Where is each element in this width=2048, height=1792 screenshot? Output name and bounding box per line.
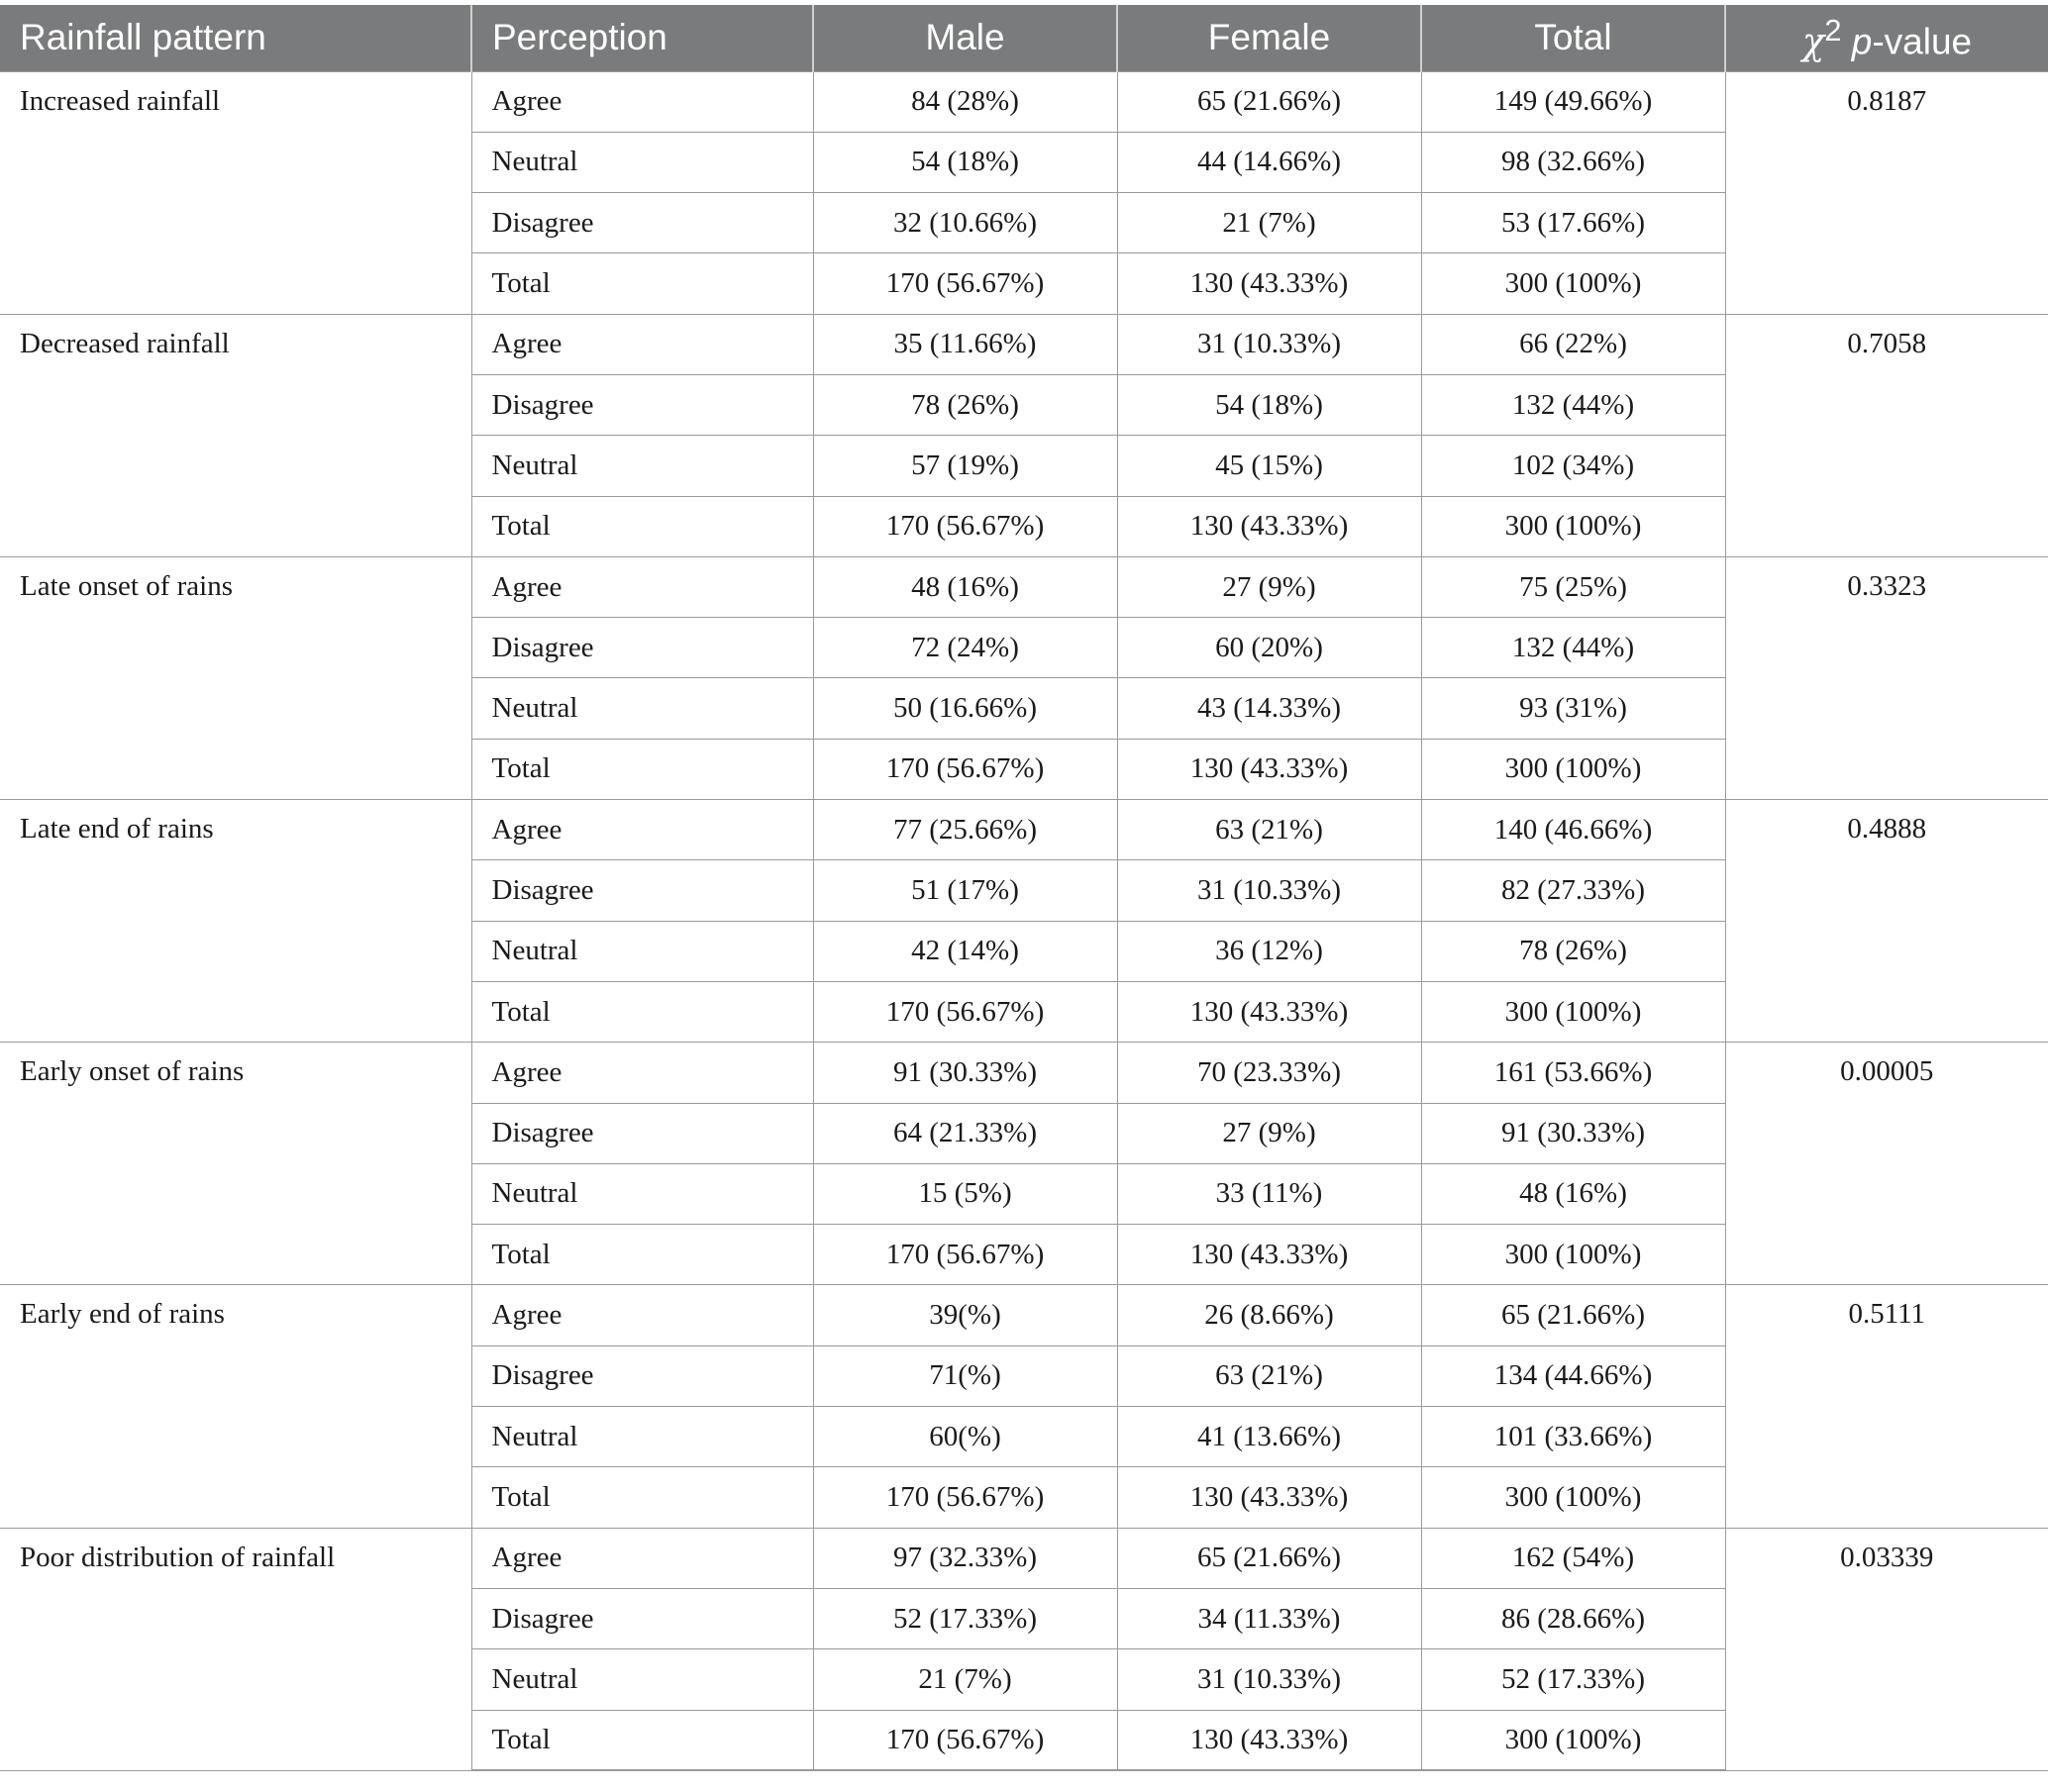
male-cell: 35 (11.66%)	[813, 314, 1117, 374]
total-cell: 65 (21.66%)	[1421, 1285, 1725, 1345]
female-cell: 27 (9%)	[1117, 1103, 1421, 1163]
male-cell: 32 (10.66%)	[813, 193, 1117, 253]
male-cell: 170 (56.67%)	[813, 1467, 1117, 1528]
perception-cell: Agree	[471, 71, 813, 132]
rainfall-pattern-cell: Increased rainfall	[0, 71, 471, 314]
p-italic: p	[1851, 21, 1873, 62]
p-value-cell: 0.5111	[1725, 1285, 2048, 1528]
table-body	[0, 71, 2048, 1770]
total-cell: 53 (17.66%)	[1421, 193, 1725, 253]
female-cell: 33 (11%)	[1117, 1163, 1421, 1224]
perception-cell: Disagree	[471, 860, 813, 921]
total-cell: 48 (16%)	[1421, 1163, 1725, 1224]
table-row	[0, 71, 2048, 132]
p-value-cell: 0.4888	[1725, 800, 2048, 1043]
female-cell: 63 (21%)	[1117, 1345, 1421, 1406]
table-header	[0, 5, 2048, 71]
male-cell: 170 (56.67%)	[813, 1225, 1117, 1285]
female-cell: 130 (43.33%)	[1117, 981, 1421, 1042]
total-cell: 134 (44.66%)	[1421, 1345, 1725, 1406]
perception-cell: Total	[471, 1467, 813, 1528]
perception-cell: Total	[471, 1710, 813, 1770]
perception-cell: Neutral	[471, 132, 813, 192]
table-row	[0, 1043, 2048, 1103]
male-cell: 64 (21.33%)	[813, 1103, 1117, 1163]
total-cell: 86 (28.66%)	[1421, 1588, 1725, 1648]
total-cell: 75 (25%)	[1421, 556, 1725, 617]
perception-cell: Neutral	[471, 1649, 813, 1710]
rainfall-pattern-cell: Late onset of rains	[0, 556, 471, 799]
rainfall-perception-table	[0, 5, 2048, 1771]
perception-cell: Agree	[471, 800, 813, 860]
male-cell: 170 (56.67%)	[813, 1710, 1117, 1770]
total-cell: 132 (44%)	[1421, 618, 1725, 678]
total-cell: 149 (49.66%)	[1421, 71, 1725, 132]
perception-cell: Neutral	[471, 1163, 813, 1224]
perception-cell: Neutral	[471, 921, 813, 981]
male-cell: 48 (16%)	[813, 556, 1117, 617]
female-cell: 31 (10.33%)	[1117, 1649, 1421, 1710]
chi-symbol: χ	[1801, 20, 1825, 63]
male-cell: 78 (26%)	[813, 374, 1117, 435]
perception-cell: Agree	[471, 1043, 813, 1103]
female-cell: 130 (43.33%)	[1117, 1225, 1421, 1285]
rainfall-pattern-cell: Decreased rainfall	[0, 314, 471, 556]
female-cell: 44 (14.66%)	[1117, 132, 1421, 192]
male-cell: 57 (19%)	[813, 436, 1117, 496]
table-row	[0, 314, 2048, 374]
perception-cell: Agree	[471, 556, 813, 617]
perception-cell: Disagree	[471, 193, 813, 253]
female-cell: 130 (43.33%)	[1117, 253, 1421, 314]
male-cell: 170 (56.67%)	[813, 981, 1117, 1042]
total-cell: 93 (31%)	[1421, 678, 1725, 739]
total-cell: 300 (100%)	[1421, 1467, 1725, 1528]
perception-cell: Total	[471, 739, 813, 799]
perception-cell: Neutral	[471, 678, 813, 739]
female-cell: 31 (10.33%)	[1117, 314, 1421, 374]
male-cell: 170 (56.67%)	[813, 496, 1117, 556]
header-perception: Perception	[471, 5, 813, 71]
perception-cell: Disagree	[471, 1345, 813, 1406]
chi-superscript: 2	[1824, 13, 1842, 49]
p-value-cell: 0.03339	[1725, 1528, 2048, 1770]
table-row	[0, 556, 2048, 617]
p-value-cell: 0.00005	[1725, 1043, 2048, 1285]
total-cell: 82 (27.33%)	[1421, 860, 1725, 921]
male-cell: 42 (14%)	[813, 921, 1117, 981]
header-total: Total	[1421, 5, 1725, 71]
p-value-suffix: -value	[1872, 21, 1973, 62]
perception-cell: Neutral	[471, 436, 813, 496]
header-chi-square-p-value	[1725, 5, 2048, 71]
perception-cell: Agree	[471, 314, 813, 374]
female-cell: 41 (13.66%)	[1117, 1407, 1421, 1467]
table-row	[0, 800, 2048, 860]
female-cell: 43 (14.33%)	[1117, 678, 1421, 739]
total-cell: 300 (100%)	[1421, 1225, 1725, 1285]
header-male: Male	[813, 5, 1117, 71]
male-cell: 170 (56.67%)	[813, 739, 1117, 799]
female-cell: 63 (21%)	[1117, 800, 1421, 860]
male-cell: 50 (16.66%)	[813, 678, 1117, 739]
female-cell: 130 (43.33%)	[1117, 496, 1421, 556]
female-cell: 31 (10.33%)	[1117, 860, 1421, 921]
female-cell: 70 (23.33%)	[1117, 1043, 1421, 1103]
female-cell: 130 (43.33%)	[1117, 739, 1421, 799]
male-cell: 77 (25.66%)	[813, 800, 1117, 860]
total-cell: 98 (32.66%)	[1421, 132, 1725, 192]
male-cell: 54 (18%)	[813, 132, 1117, 192]
header-female: Female	[1117, 5, 1421, 71]
header-row	[0, 5, 2048, 71]
total-cell: 300 (100%)	[1421, 253, 1725, 314]
perception-cell: Total	[471, 981, 813, 1042]
male-cell: 97 (32.33%)	[813, 1528, 1117, 1588]
female-cell: 65 (21.66%)	[1117, 1528, 1421, 1588]
male-cell: 52 (17.33%)	[813, 1588, 1117, 1648]
total-cell: 91 (30.33%)	[1421, 1103, 1725, 1163]
total-cell: 66 (22%)	[1421, 314, 1725, 374]
male-cell: 39(%)	[813, 1285, 1117, 1345]
female-cell: 45 (15%)	[1117, 436, 1421, 496]
female-cell: 21 (7%)	[1117, 193, 1421, 253]
male-cell: 15 (5%)	[813, 1163, 1117, 1224]
male-cell: 21 (7%)	[813, 1649, 1117, 1710]
header-rainfall-pattern: Rainfall pattern	[0, 5, 471, 71]
total-cell: 132 (44%)	[1421, 374, 1725, 435]
perception-cell: Disagree	[471, 618, 813, 678]
total-cell: 162 (54%)	[1421, 1528, 1725, 1588]
perception-cell: Disagree	[471, 374, 813, 435]
female-cell: 130 (43.33%)	[1117, 1467, 1421, 1528]
female-cell: 65 (21.66%)	[1117, 71, 1421, 132]
total-cell: 52 (17.33%)	[1421, 1649, 1725, 1710]
total-cell: 300 (100%)	[1421, 1710, 1725, 1770]
p-value-cell: 0.8187	[1725, 71, 2048, 314]
female-cell: 26 (8.66%)	[1117, 1285, 1421, 1345]
female-cell: 27 (9%)	[1117, 556, 1421, 617]
perception-cell: Total	[471, 1225, 813, 1285]
perception-cell: Neutral	[471, 1407, 813, 1467]
rainfall-pattern-cell: Poor distribution of rainfall	[0, 1528, 471, 1770]
total-cell: 161 (53.66%)	[1421, 1043, 1725, 1103]
total-cell: 101 (33.66%)	[1421, 1407, 1725, 1467]
perception-cell: Agree	[471, 1285, 813, 1345]
total-cell: 78 (26%)	[1421, 921, 1725, 981]
male-cell: 170 (56.67%)	[813, 253, 1117, 314]
total-cell: 102 (34%)	[1421, 436, 1725, 496]
perception-cell: Total	[471, 253, 813, 314]
female-cell: 60 (20%)	[1117, 618, 1421, 678]
total-cell: 300 (100%)	[1421, 739, 1725, 799]
female-cell: 36 (12%)	[1117, 921, 1421, 981]
total-cell: 140 (46.66%)	[1421, 800, 1725, 860]
female-cell: 34 (11.33%)	[1117, 1588, 1421, 1648]
rainfall-pattern-cell: Late end of rains	[0, 800, 471, 1043]
rainfall-pattern-cell: Early onset of rains	[0, 1043, 471, 1285]
female-cell: 130 (43.33%)	[1117, 1710, 1421, 1770]
p-value-cell: 0.3323	[1725, 556, 2048, 799]
table-row	[0, 1528, 2048, 1588]
total-cell: 300 (100%)	[1421, 981, 1725, 1042]
perception-cell: Disagree	[471, 1103, 813, 1163]
male-cell: 71(%)	[813, 1345, 1117, 1406]
table-row	[0, 1285, 2048, 1345]
perception-cell: Agree	[471, 1528, 813, 1588]
perception-cell: Total	[471, 496, 813, 556]
male-cell: 84 (28%)	[813, 71, 1117, 132]
male-cell: 72 (24%)	[813, 618, 1117, 678]
rainfall-pattern-cell: Early end of rains	[0, 1285, 471, 1528]
male-cell: 91 (30.33%)	[813, 1043, 1117, 1103]
male-cell: 60(%)	[813, 1407, 1117, 1467]
p-value-cell: 0.7058	[1725, 314, 2048, 556]
perception-cell: Disagree	[471, 1588, 813, 1648]
male-cell: 51 (17%)	[813, 860, 1117, 921]
female-cell: 54 (18%)	[1117, 374, 1421, 435]
total-cell: 300 (100%)	[1421, 496, 1725, 556]
